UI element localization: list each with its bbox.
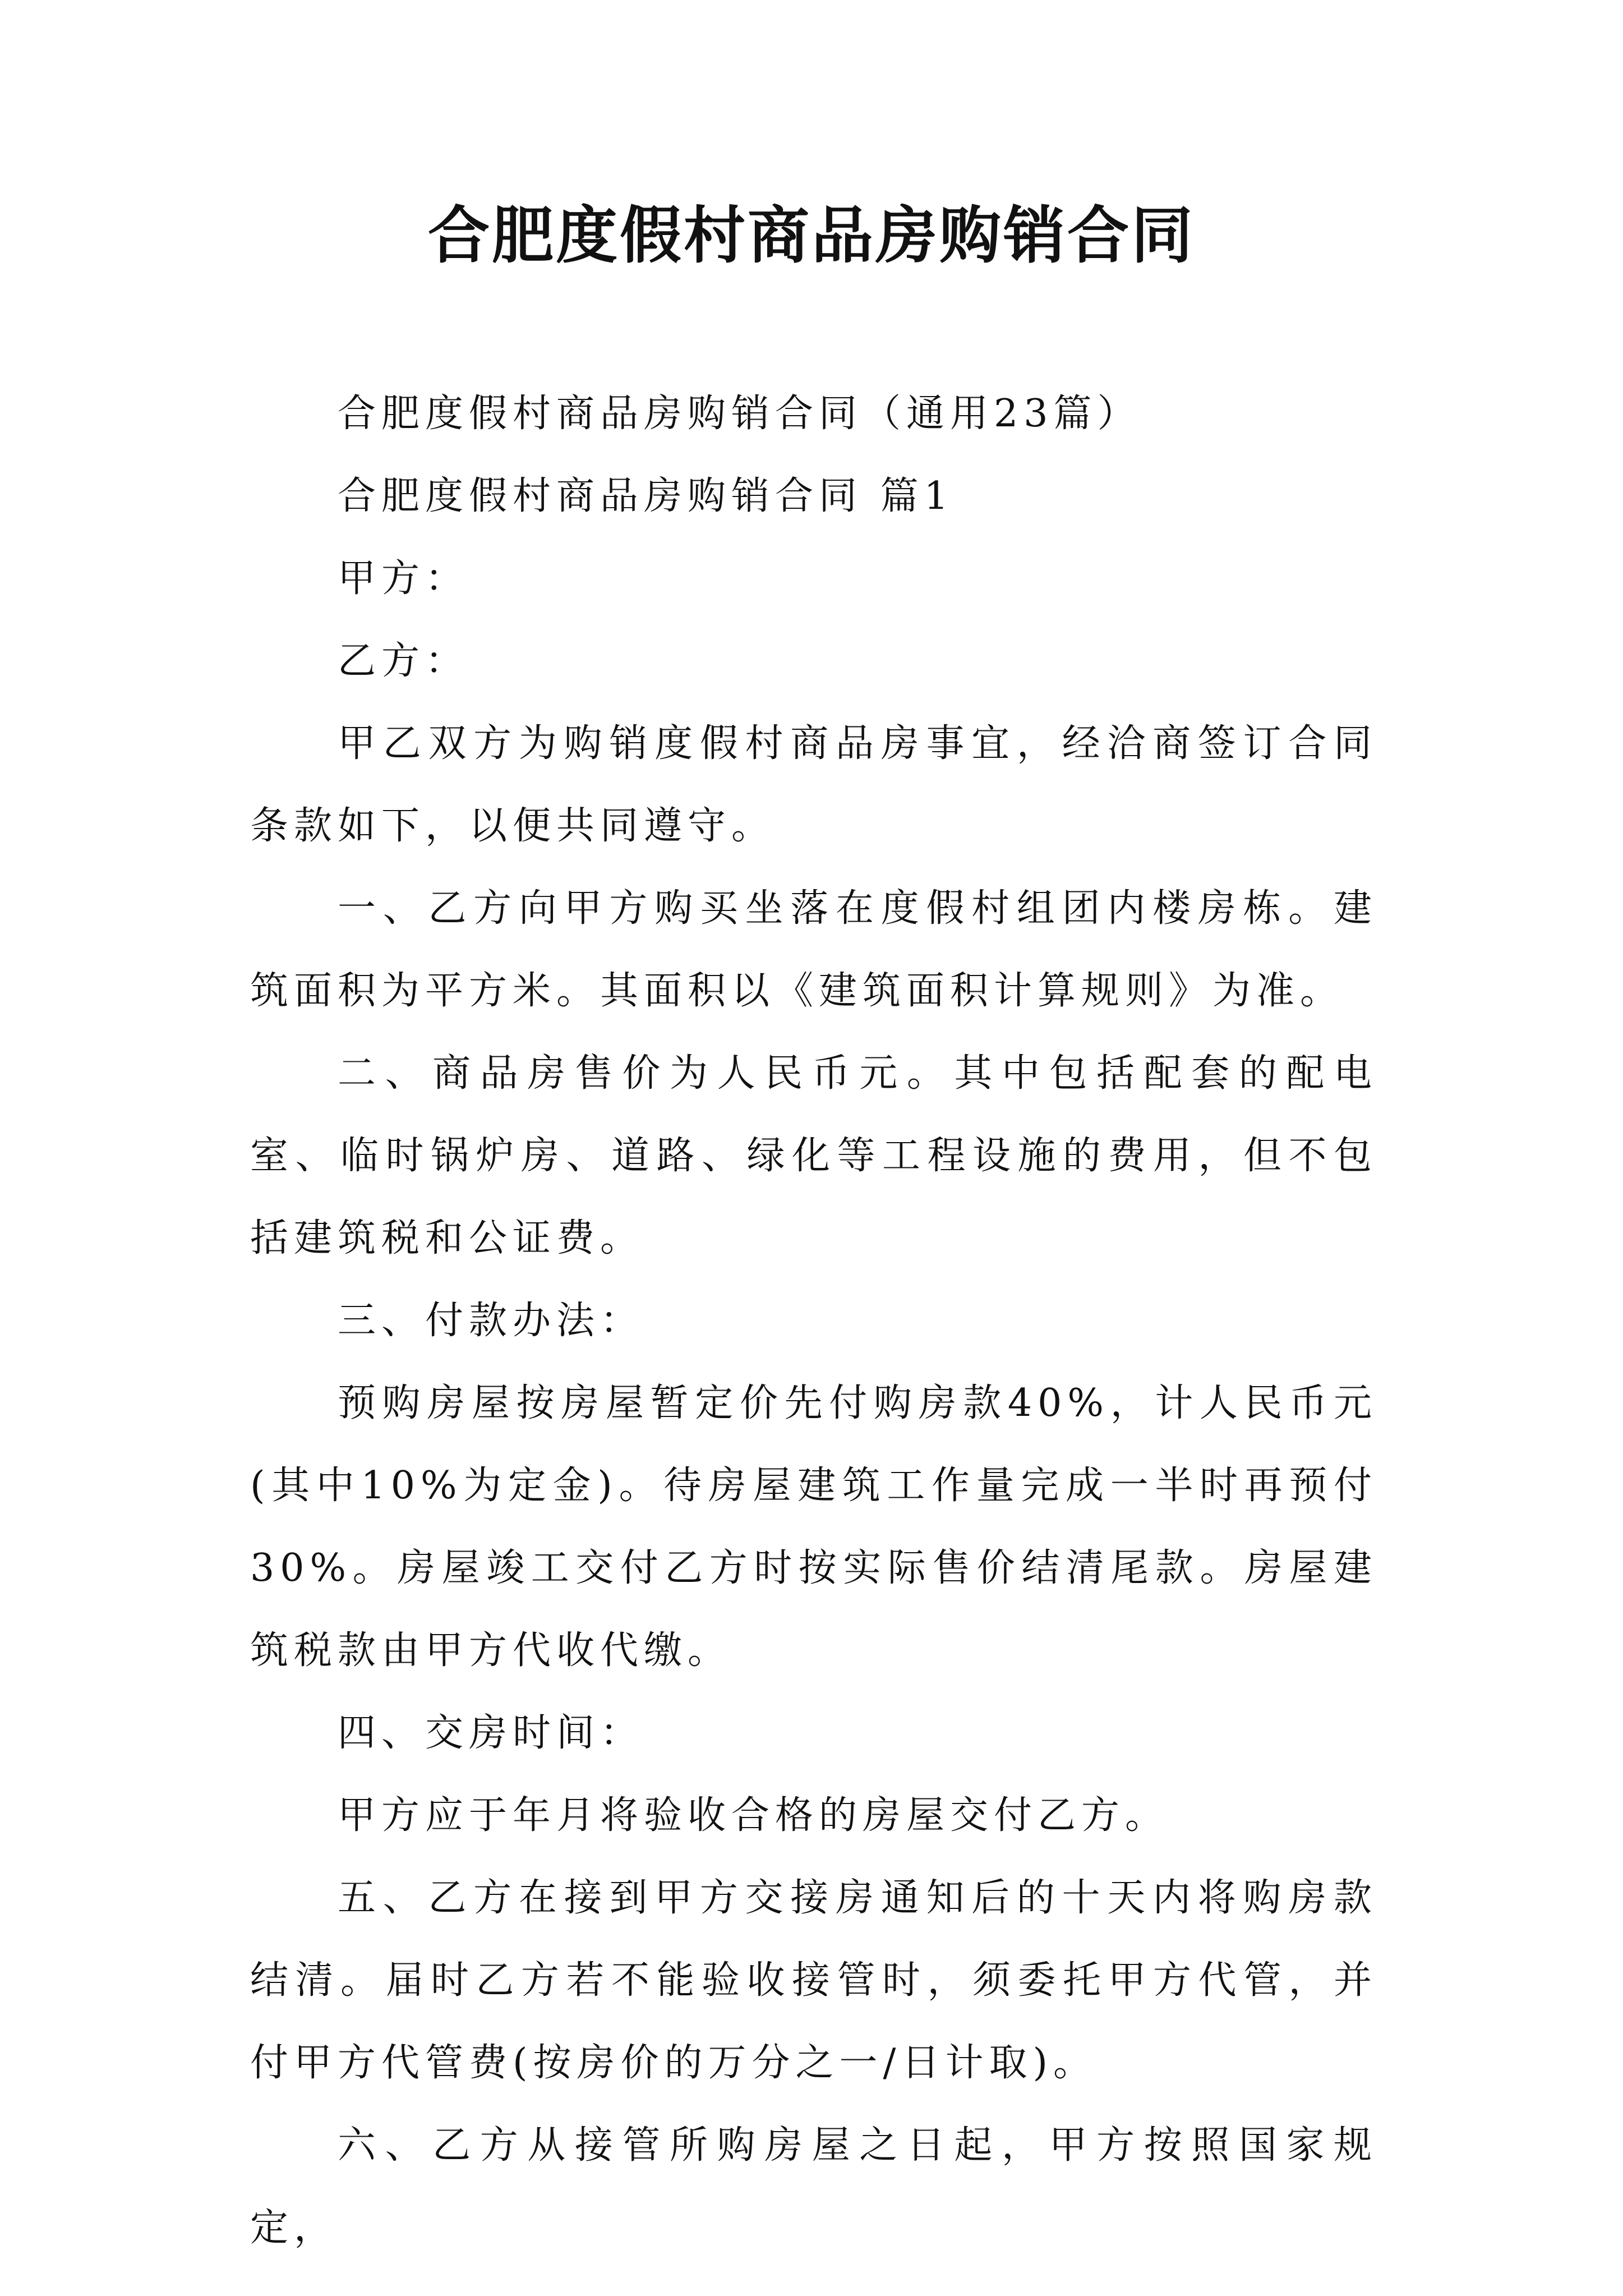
party-b-line: 乙方：	[338, 639, 469, 683]
document-title: 合肥度假村商品房购销合同	[428, 200, 1195, 272]
clause-6-paragraph: 六、乙方从接管所购房屋之日起，甲方按照国家规定，	[250, 2123, 1377, 2250]
clause-3-heading: 三、付款办法：	[338, 1299, 644, 1343]
section-heading: 合肥度假村商品房购销合同 篇1	[338, 474, 954, 518]
clause-5-paragraph: 五、乙方在接到甲方交接房通知后的十天内将购房款结清。届时乙方若不能验收接管时，须委托甲方代管，并付甲方代管费(按房价的万分之一/日计取)。	[250, 1876, 1377, 2085]
clause-4-paragraph: 甲方应于年月将验收合格的房屋交付乙方。	[338, 1793, 1169, 1838]
clause-3-paragraph: 预购房屋按房屋暂定价先付购房款40%，计人民币元(其中10%为定金)。待房屋建筑工作量完成一半时再预付30%。房屋竣工交付乙方时按实际售价结清尾款。房屋建筑税款由甲方代收代缴。	[250, 1381, 1377, 1673]
preamble-paragraph: 甲乙双方为购销度假村商品房事宜，经洽商签订合同条款如下，以便共同遵守。	[250, 721, 1377, 848]
clause-4-heading: 四、交房时间：	[338, 1711, 644, 1755]
document-body	[250, 372, 1377, 2269]
party-a-line: 甲方：	[338, 556, 469, 601]
clause-1-paragraph: 一、乙方向甲方购买坐落在度假村组团内楼房栋。建筑面积为平方米。其面积以《建筑面积计算规则》为准。	[250, 886, 1377, 1013]
subtitle-paragraph: 合肥度假村商品房购销合同（通用23篇）	[338, 392, 1141, 436]
clause-2-paragraph: 二、商品房售价为人民币元。其中包括配套的配电室、临时锅炉房、道路、绿化等工程设施的费用，但不包括建筑税和公证费。	[250, 1051, 1377, 1260]
